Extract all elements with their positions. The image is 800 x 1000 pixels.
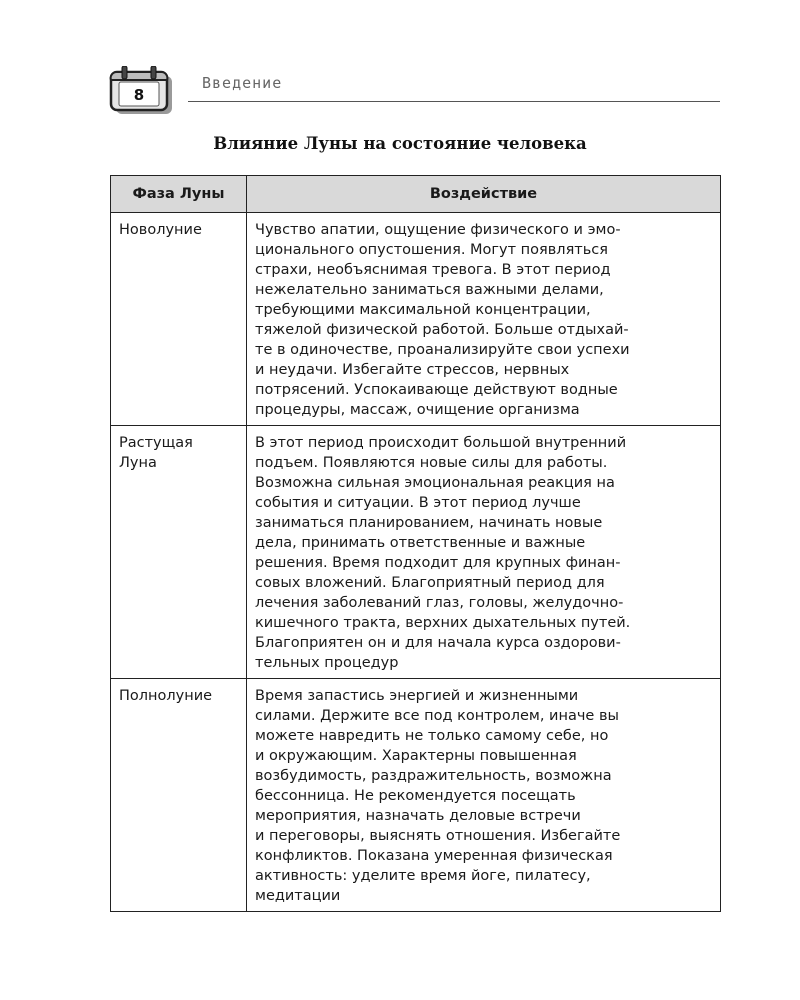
table-title: Влияние Луны на состояние человека (213, 134, 587, 153)
effect-description: В этот период происходит большой внутренний подъем. Появляются новые силы для работы. Возможна сильная эмоциональная реакция на события и ситуации. В этот период лучше заниматься планированием, начинать новые дела, принимать ответственные и важные решения. Время подходит для крупных финан- совых вложений. Благоприятный период для лечения заболеваний глаз, головы, желудочно- кишечного тракта, верхних дыхательных путей. Благоприятен он и для начала курса оздорови- тельных процедур (255, 435, 631, 671)
phase-cell (111, 213, 247, 426)
table-row (111, 426, 721, 679)
effect-cell (247, 213, 721, 426)
table-row (111, 679, 721, 912)
header-divider (188, 101, 720, 102)
effect-cell (247, 426, 721, 679)
column-header-effect: Воздействие (247, 176, 721, 213)
phase-cell (111, 679, 247, 912)
page-number: 8 (133, 86, 145, 104)
column-header-phase: Фаза Луны (111, 176, 247, 213)
effect-cell (247, 679, 721, 912)
effect-description: Чувство апатии, ощущение физического и эмо- ционального опустошения. Могут появляться страхи, необъяснимая тревога. В этот период нежелательно заниматься важными делами, требующими максимальной концентрации, тяжелой физической работой. Больше отдыхай- те в одиночестве, проанализируйте свои успехи и неудачи. Избегайте стрессов, нервных потрясений. Успокаивающе действуют водные процедуры, массаж, очищение организма (255, 222, 630, 418)
phase-cell (111, 426, 247, 679)
phase-name: Растущая Луна (119, 435, 193, 471)
phase-name: Полнолуние (119, 688, 213, 704)
page-header (108, 58, 720, 118)
moon-phase-table (110, 175, 721, 912)
table-header-row (111, 176, 721, 213)
effect-description: Время запастись энергией и жизненными силами. Держите все под контролем, иначе вы можете навредить не только самому себе, но и окружающим. Характерны повышенная возбудимость, раздражительность, возможна бессонница. Не рекомендуется посещать мероприятия, назначать деловые встречи и переговоры, выяснять отношения. Избегайте конфликтов. Показана умеренная физическая активность: уделите время йоге, пилатесу, медитации (255, 688, 621, 904)
table-row (111, 213, 721, 426)
calendar-icon (108, 66, 174, 116)
section-title: Введение (202, 74, 283, 92)
phase-name: Новолуние (119, 222, 202, 238)
